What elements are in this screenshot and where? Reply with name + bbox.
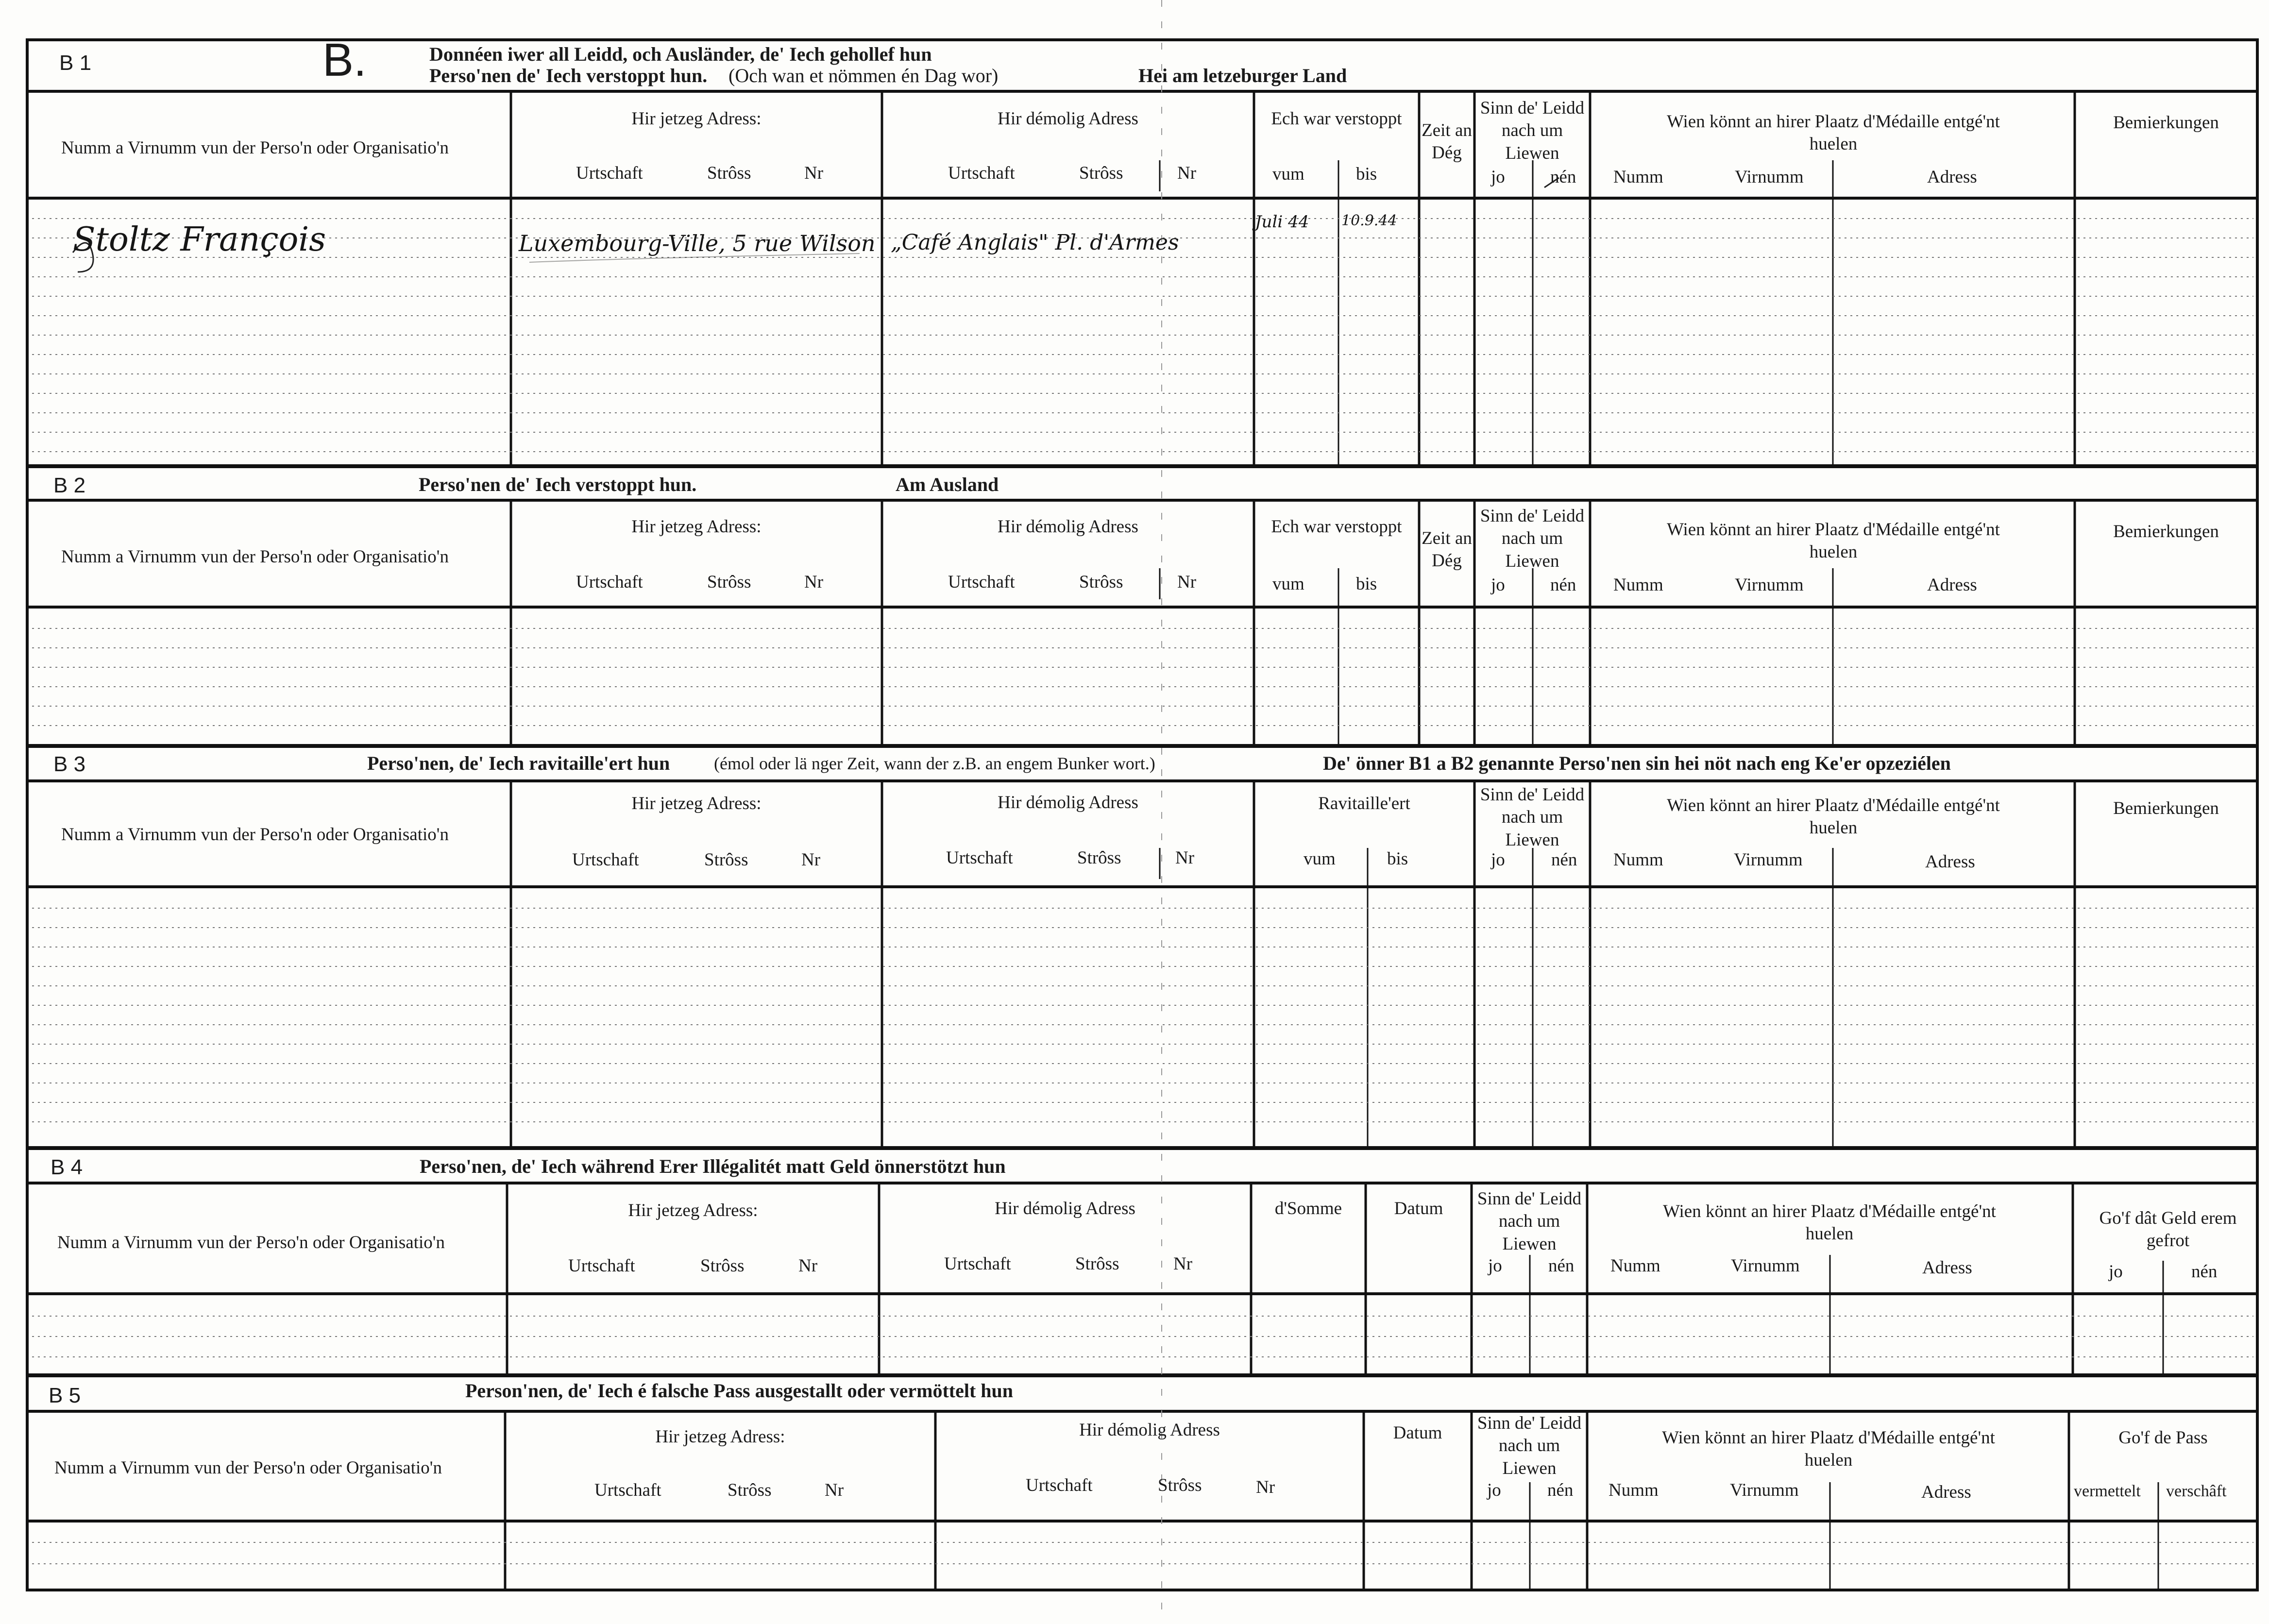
- b3-virnumm-header: Virnumm: [1734, 850, 1803, 870]
- b1-addr-now-header: Hir jetzeg Adress:: [631, 109, 762, 129]
- b4-urtschaft-header: Urtschaft: [568, 1256, 635, 1276]
- b2-bis-header: bis: [1356, 574, 1377, 594]
- b5-pass-header: Go'f de Pass: [2118, 1428, 2208, 1448]
- b1-nr2-header: Nr: [1177, 163, 1197, 183]
- b2-title-a: Perso'nen de' Iech verstoppt hun.: [419, 474, 697, 495]
- b2-title-b: Am Ausland: [896, 474, 999, 495]
- b3-title-c: De' önner B1 a B2 genannte Perso'nen sin hei nöt nach eng Ke'er opzeziélen: [1323, 752, 1951, 774]
- b5-numm-header: Numm: [1609, 1480, 1659, 1500]
- b5-nr-header: Nr: [825, 1480, 844, 1500]
- b1-jo-header: jo: [1491, 167, 1505, 187]
- b2-urtschaft-header: Urtschaft: [576, 572, 643, 592]
- b2-adress-header: Adress: [1927, 575, 1977, 595]
- b2-sinn-header: Sinn de' Leidd nach um Liewen: [1480, 506, 1585, 571]
- b2-wien-header: Wien könnt an hirer Plaatz d'Médaille entgé'nt huelen: [1667, 520, 2000, 562]
- b5-stross-header: Strôss: [728, 1480, 772, 1500]
- b5-virnumm-header: Virnumm: [1730, 1480, 1799, 1500]
- b4-name-header: Numm a Virnumm vun der Perso'n oder Organisatio'n: [57, 1233, 445, 1252]
- b3-urtschaft-header: Urtschaft: [572, 850, 639, 870]
- b2-stross2-header: Strôss: [1079, 572, 1123, 592]
- b1-zeit-header: Zeit an Dég: [1422, 120, 1472, 163]
- b5-nr2-header: Nr: [1256, 1477, 1275, 1497]
- b2-nen-header: nén: [1550, 575, 1576, 595]
- b2-bemerkungen-header: Bemierkungen: [2113, 522, 2219, 541]
- b4-geld-jo-header: jo: [2109, 1262, 2123, 1282]
- b1-addr-then-header: Hir démolig Adress: [998, 109, 1138, 129]
- b5-addr-now-header: Hir jetzeg Adress:: [655, 1427, 785, 1447]
- b4-numm-header: Numm: [1610, 1256, 1660, 1276]
- section-b5-label: B 5: [49, 1384, 81, 1407]
- b5-wien-header: Wien könnt an hirer Plaatz d'Médaille entgé'nt huelen: [1662, 1428, 1995, 1471]
- b4-sinn-header: Sinn de' Leidd nach um Liewen: [1477, 1189, 1582, 1254]
- b1-nr-header: Nr: [804, 163, 824, 183]
- b1-bis-header: bis: [1356, 164, 1377, 184]
- b1-entry-vum: Juli 44: [1255, 212, 1309, 232]
- form-letter: B.: [322, 34, 367, 86]
- b4-jo-header: jo: [1488, 1256, 1502, 1276]
- b3-sinn-header: Sinn de' Leidd nach um Liewen: [1480, 785, 1585, 850]
- section-b2-label: B 2: [53, 474, 86, 497]
- b5-jo-header: jo: [1487, 1480, 1501, 1500]
- b2-virnumm-header: Virnumm: [1735, 575, 1804, 595]
- b2-name-header: Numm a Virnumm vun der Perso'n oder Organisatio'n: [61, 547, 449, 567]
- b5-vermettelt-header: vermettelt: [2074, 1482, 2141, 1500]
- b4-virnumm-header: Virnumm: [1731, 1256, 1800, 1276]
- b4-addr-now-header: Hir jetzeg Adress:: [628, 1201, 758, 1220]
- b3-bemerkungen-header: Bemierkungen: [2113, 798, 2219, 818]
- b1-vum-header: vum: [1272, 164, 1304, 184]
- b2-addr-now-header: Hir jetzeg Adress:: [631, 517, 762, 537]
- b4-nr2-header: Nr: [1173, 1254, 1193, 1274]
- b1-entry-bis: 10.9.44: [1341, 212, 1397, 229]
- b3-stross-header: Strôss: [704, 850, 748, 870]
- b4-nen-header: nén: [1548, 1256, 1575, 1276]
- b4-geld-nen-header: nén: [2191, 1262, 2218, 1282]
- section-b3-label: B 3: [53, 752, 86, 776]
- b2-nr-header: Nr: [804, 572, 824, 592]
- section-b4-label: B 4: [51, 1155, 83, 1179]
- b2-jo-header: jo: [1491, 575, 1505, 595]
- b1-hidden-header: Ech war verstoppt: [1271, 109, 1402, 129]
- b3-bis-header: bis: [1387, 849, 1408, 869]
- b4-geld-header: Go'f dât Geld erem gefrot: [2099, 1208, 2237, 1251]
- b1-nen-header: nén: [1550, 167, 1576, 187]
- b4-somme-header: d'Somme: [1274, 1199, 1342, 1218]
- b4-stross2-header: Strôss: [1075, 1254, 1119, 1274]
- b1-stross2-header: Strôss: [1079, 163, 1123, 183]
- b2-zeit-header: Zeit an Dég: [1422, 528, 1472, 571]
- b1-stross-header: Strôss: [707, 163, 751, 183]
- b2-urtschaft2-header: Urtschaft: [948, 572, 1015, 592]
- b1-bemerkungen-header: Bemierkungen: [2113, 113, 2219, 133]
- b3-name-header: Numm a Virnumm vun der Perso'n oder Organisatio'n: [61, 825, 449, 845]
- b5-datum-header: Datum: [1393, 1423, 1442, 1443]
- b1-title-line2b: (Och wan et nömmen én Dag wor): [728, 65, 999, 86]
- b1-urtschaft2-header: Urtschaft: [948, 163, 1015, 183]
- b1-title-line1: Donnéen iwer all Leidd, och Ausländer, de' Iech gehollef hun: [429, 43, 932, 65]
- b4-nr-header: Nr: [798, 1256, 818, 1276]
- b1-name-header: Numm a Virnumm vun der Perso'n oder Organisatio'n: [61, 138, 449, 158]
- b3-stross2-header: Strôss: [1077, 848, 1121, 868]
- b3-urtschaft2-header: Urtschaft: [946, 848, 1013, 868]
- b5-adress-header: Adress: [1921, 1482, 1971, 1502]
- section-b1-label: B 1: [59, 51, 92, 75]
- b3-nen-header: nén: [1551, 850, 1577, 870]
- b2-numm-header: Numm: [1613, 575, 1663, 595]
- b1-title-line2a: Perso'nen de' Iech verstoppt hun.: [429, 65, 708, 86]
- b3-addr-then-header: Hir démolig Adress: [998, 793, 1138, 812]
- b4-datum-header: Datum: [1394, 1199, 1443, 1218]
- b2-vum-header: vum: [1272, 574, 1304, 594]
- b4-wien-header: Wien könnt an hirer Plaatz d'Médaille entgé'nt huelen: [1663, 1201, 1996, 1244]
- b3-wien-header: Wien könnt an hirer Plaatz d'Médaille entgé'nt huelen: [1667, 795, 2000, 838]
- b1-wien-header: Wien könnt an hirer Plaatz d'Médaille entgé'nt huelen: [1667, 112, 2000, 154]
- b5-verschaft-header: verschâft: [2166, 1482, 2227, 1500]
- b5-addr-then-header: Hir démolig Adress: [1079, 1420, 1220, 1440]
- b1-entry-addr-now: Luxembourg-Ville, 5 rue Wilson: [519, 230, 876, 256]
- b5-sinn-header: Sinn de' Leidd nach um Liewen: [1477, 1413, 1582, 1478]
- b1-title-line2c: Hei am letzeburger Land: [1138, 65, 1347, 86]
- b3-title-a: Perso'nen, de' Iech ravitaille'ert hun: [367, 752, 670, 774]
- b5-name-header: Numm a Virnumm vun der Perso'n oder Organisatio'n: [54, 1458, 442, 1478]
- b3-ravitaille-header: Ravitaille'ert: [1318, 794, 1410, 813]
- b3-vum-header: vum: [1304, 849, 1336, 869]
- b1-entry-name: Stoltz François: [73, 220, 326, 259]
- b1-entry-addr-then: „Café Anglais" Pl. d'Armes: [891, 230, 1179, 255]
- b5-stross2-header: Strôss: [1158, 1475, 1202, 1495]
- b3-adress-header: Adress: [1925, 852, 1975, 872]
- b5-nen-header: nén: [1547, 1480, 1574, 1500]
- b3-numm-header: Numm: [1613, 850, 1663, 870]
- b3-addr-now-header: Hir jetzeg Adress:: [631, 794, 762, 813]
- b2-hidden-header: Ech war verstoppt: [1271, 517, 1402, 537]
- b4-stross-header: Strôss: [700, 1256, 745, 1276]
- b2-nr2-header: Nr: [1177, 572, 1197, 592]
- b4-title: Perso'nen, de' Iech während Erer Illégalitét matt Geld önnerstötzt hun: [420, 1155, 1006, 1177]
- b4-urtschaft2-header: Urtschaft: [944, 1254, 1011, 1274]
- b3-nr-header: Nr: [801, 850, 821, 870]
- b2-stross-header: Strôss: [707, 572, 751, 592]
- b2-addr-then-header: Hir démolig Adress: [998, 517, 1138, 537]
- b1-adress-header: Adress: [1927, 167, 1977, 187]
- b3-jo-header: jo: [1491, 850, 1505, 870]
- b1-sinn-header: Sinn de' Leidd nach um Liewen: [1480, 98, 1585, 163]
- b4-addr-then-header: Hir démolig Adress: [995, 1199, 1135, 1218]
- b1-urtschaft-header: Urtschaft: [576, 163, 643, 183]
- b1-virnumm-header: Virnumm: [1735, 167, 1804, 187]
- b5-title: Person'nen, de' Iech é falsche Pass ausgestallt oder vermöttelt hun: [465, 1380, 1014, 1402]
- b3-nr2-header: Nr: [1175, 848, 1195, 868]
- b1-numm-header: Numm: [1613, 167, 1663, 187]
- b5-urtschaft-header: Urtschaft: [594, 1480, 661, 1500]
- b3-title-b: (émol oder lä nger Zeit, wann der z.B. an engem Bunker wort.): [714, 754, 1155, 773]
- b5-urtschaft2-header: Urtschaft: [1026, 1475, 1093, 1495]
- b4-adress-header: Adress: [1922, 1258, 1972, 1278]
